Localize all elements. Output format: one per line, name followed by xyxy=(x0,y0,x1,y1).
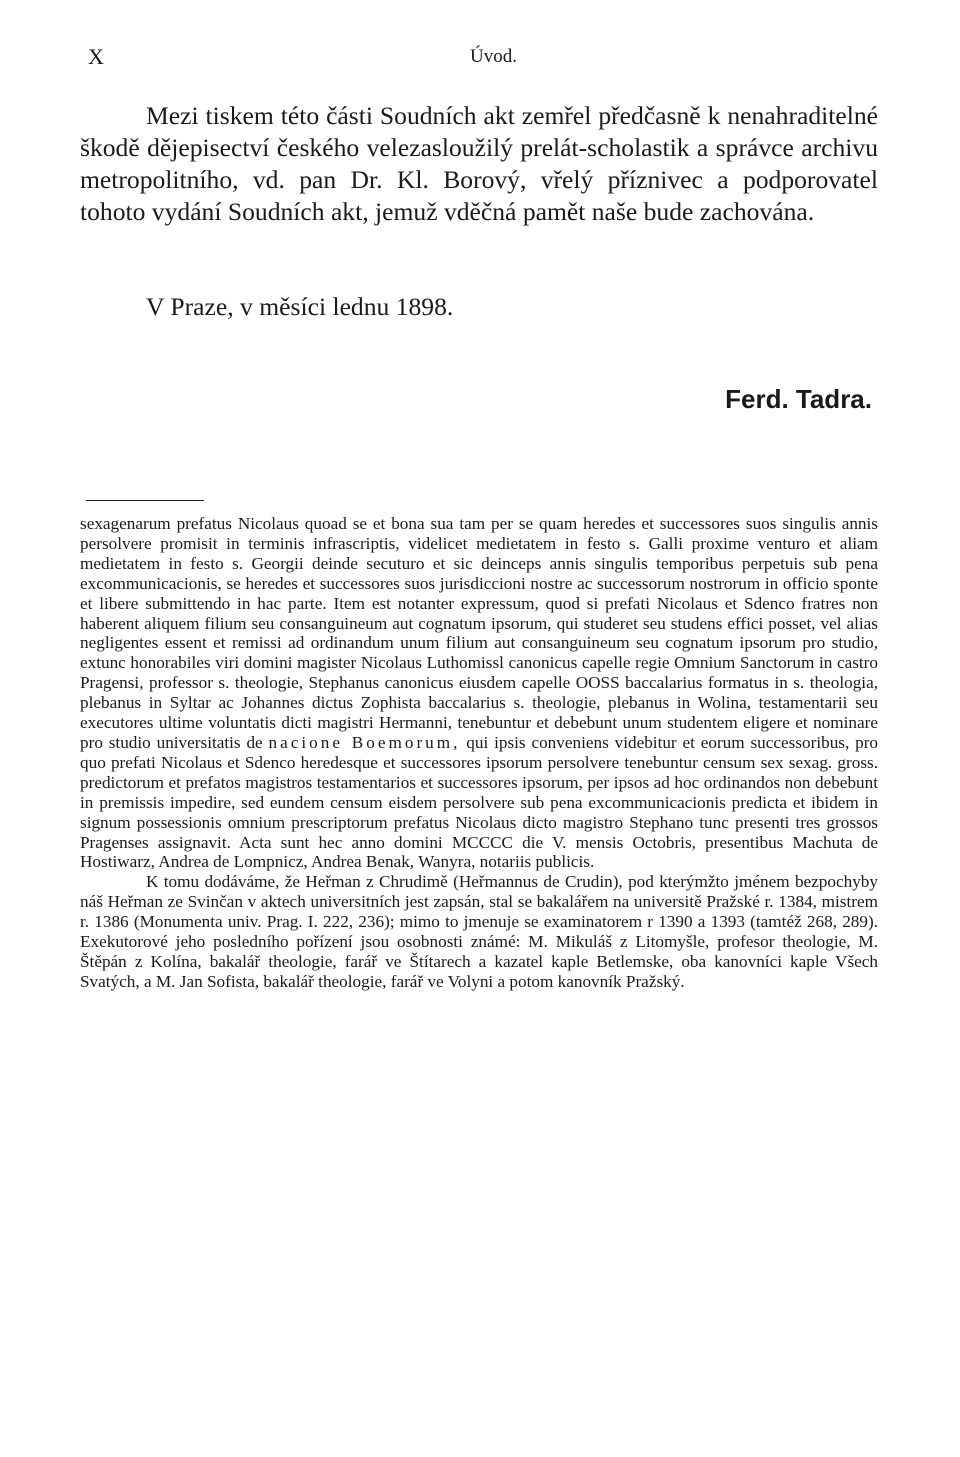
footnote-latin-spaced: nacione Boemorum, xyxy=(268,732,461,752)
footnote-latin-part2: qui ipsis conveniens videbitur et eorum successoribus, pro quo prefati Nicolaus et Sdenco heredesque et successores ipsorum persolvere tenebuntur censum sex sexag. gross. predictorum et prefatos magistros testamentarios et successores ipsorum, per ipsos ad hoc ordinandos non debebunt in premissis impedire, sed eundem censum eisdem persolvere sub pena excommunicacionis predicta et ibidem in signum possessionis omnium prescriptorum prefatus Nicolaus dicto magistro Stephano tunc presenti tres grossos Pragenses assignavit. Acta sunt hec anno domini MCCCC die V. mensis Octobris, presentibus Machuta de Hostiwarz, Andrea de Lompnicz, Andrea Benak, Wanyra, notariis publicis. xyxy=(80,732,879,872)
running-title: Úvod. xyxy=(470,46,517,67)
footnote xyxy=(80,514,878,992)
footnote-latin-part1: sexagenarum prefatus Nicolaus quoad se et bona sua tam per se quam heredes et successores suos singulis annis persolvere promisit in terminis infrascriptis, videlicet medietatem in festo s. Galli proxime venturo et aliam medietatem in festo s. Georgii deinde secuturo et sic deinceps annis singulis temporibus perpetuis sub pena excommunicacionis, se heredes et successores suos jurisdiccioni nostre ac successorum nostrorum in officio sponte et libere submittendo in hac parte. Item est notanter expressum, quod si prefati Nicolaus et Sdenco fratres non haberent aliquem filium seu consanguineum aut cognatum ipsorum, qui studeret seu studens effici posset, vel alias negligentes essent et remissi ad ordinandum unum filium aut consanguineum seu cognatum ipsorum pro studio, extunc honorabiles viri domini magister Nicolaus Luthomissl canonicus capelle regie Omnium Sanctorum in castro Pragensi, professor s. theologie, Stephanus canonicus eiusdem capelle OOSS baccalarius formatus in s. theologia, plebanus in Syltar ac Johannes dictus Zophista baccalarius s. theologie, plebanus in Wolina, testamentarii seu executores ultime voluntatis dicti magistri Hermanni, tenebuntur et debebunt unum studentem eligere et nominare pro studio universitatis de xyxy=(80,514,878,752)
dateline: V Praze, v měsíci lednu 1898. xyxy=(146,292,454,321)
footnote-rule xyxy=(86,500,204,501)
signature: Ferd. Tadra. xyxy=(725,384,872,414)
footnote-latin-paragraph xyxy=(80,514,878,872)
footnote-czech-paragraph: K tomu dodáváme, že Heřman z Chrudimě (Heřmannus de Crudin), pod kterýmžto jménem bezpochyby náš Heřman ze Svinčan v aktech universitních jest zapsán, stal se bakalářem na universitě Pražské r. 1384, mistrem r. 1386 (Monumenta univ. Prag. I. 222, 236); mimo to jmenuje se examinatorem r 1390 a 1393 (tamtéž 268, 289). Exekutorové jeho posledního pořízení jsou osobnosti známé: M. Mikuláš z Litomyšle, profesor theologie, M. Štěpán z Kolína, bakalář theologie, farář ve Štítarech a kazatel kaple Betlemske, oba kanovníci kaple Všech Svatých, a M. Jan Sofista, bakalář theologie, farář ve Volyni a potom kanovník Pražský. xyxy=(80,872,878,991)
memorial-paragraph: Mezi tiskem této části Soudních akt zemřel předčasně k nenahraditelné škodě dějepisectví českého velezasloužilý prelát-scholastik a správce archivu metropolitního, vd. pan Dr. Kl. Borový, vřelý příznivec a podporovatel tohoto vydání Soudních akt, jemuž vděčná pamět naše bude zachována. xyxy=(80,101,878,226)
page-number: X xyxy=(88,44,105,69)
main-text xyxy=(80,100,878,228)
